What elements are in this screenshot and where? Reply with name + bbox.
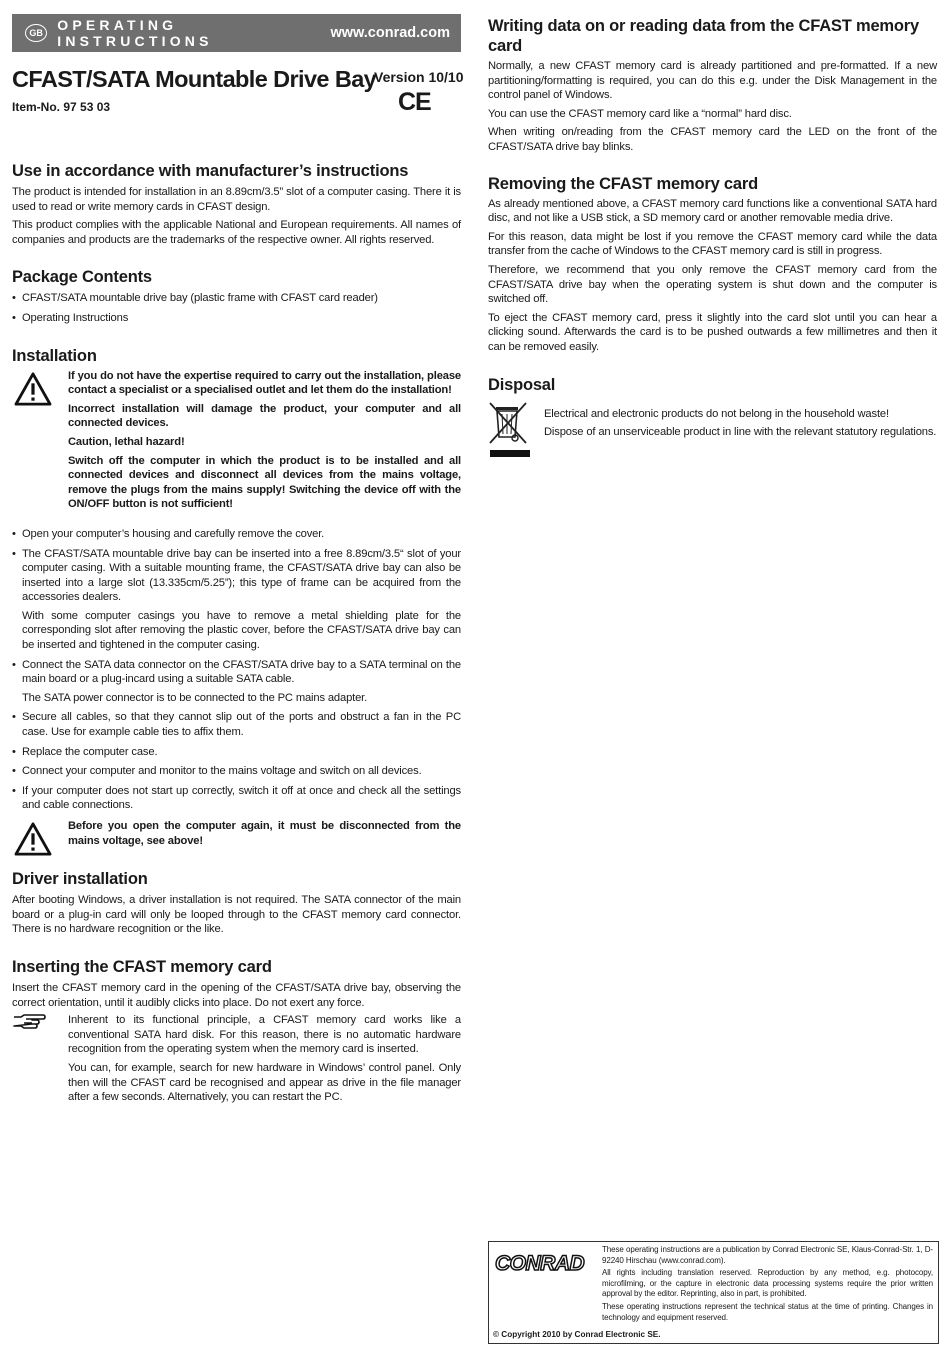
disposal-text: Dispose of an unserviceable product in line with the relevant statutory regulations. [544,426,937,439]
conrad-logo-icon [493,1247,591,1277]
list-item: • Operating Instructions [12,311,461,326]
disposal-text: Electrical and electronic products do not belong in the household waste! [544,407,889,420]
list-item: • Replace the computer case. [12,745,461,760]
use-heading: Use in accordance with manufacturer’s instructions [12,162,409,180]
copyright-text: © Copyright 2010 by Conrad Electronic SE. [493,1330,661,1339]
removing-paragraph: Therefore, we recommend that you only remove the CFAST memory card from the CFAST/SATA drive bay when the operating system is shut down and the computer is switched off. [488,263,937,306]
removing-paragraph: For this reason, data might be lost if you remove the CFAST memory card while the data transfer from the cache of Windows to the CFAST memory card is still in progress. [488,230,937,258]
header-title: OPERATING INSTRUCTIONS [57,17,213,49]
warning-text: Incorrect installation will damage the product, your computer and all connected devices. [68,402,461,430]
list-item: • Connect the SATA data connector on the CFAST/SATA drive bay to a SATA terminal on the main board or a plug-incard using a suitable SATA cable. [12,658,461,687]
warning-text: If you do not have the expertise required to carry out the installation, please contact a specialist or a specialised outlet and let them do the installation! [68,369,461,397]
crossed-bin-icon [488,401,532,461]
package-heading: Package Contents [12,268,152,287]
footer-text [602,1245,933,1323]
publisher-footer [488,1241,939,1344]
disposal-block [488,401,937,440]
installation-steps [12,527,461,813]
footer-paragraph: All rights including translation reserved. Reproduction by any method, e.g. photocopy, microfilming, or the capture in electronic data processing systems require the prior written approval by the editor. Reprinting, also in part, is prohibited. [602,1268,933,1299]
item-number: Item-No. 97 53 03 [12,100,111,114]
left-column [12,161,461,1105]
footer-paragraph: These operating instructions represent the technical status at the time of printing. Changes in technology and equipment reserved. [602,1301,933,1322]
list-item: • The CFAST/SATA mountable drive bay can be inserted into a free 8.89cm/3.5“ slot of your computer casing. With a suitable mounting frame, the CFAST/SATA drive bay can also be inserted into a large slot (13.335cm/5.25”); this type of frame can be acquired from the accessories dealers. [12,547,461,605]
driver-heading: Driver installation [12,870,148,889]
warning-triangle-icon [14,822,52,856]
logo-text: CONRAD [495,1252,585,1275]
writing-paragraph: When writing on/reading from the CFAST memory card the LED on the front of the CFAST/SATA drive bay blinks. [488,126,937,153]
inserting-paragraph: Insert the CFAST memory card in the opening of the CFAST/SATA drive bay, observing the correct orientation, until it audibly clicks into place. Do not exert any force. [12,981,461,1009]
removing-paragraph: As already mentioned above, a CFAST memory card functions like a conventional SATA hard disc, and not like a USB stick, a SD memory card or another removable media drive. [488,197,937,225]
ce-mark-icon: CE [398,88,431,116]
header-bar [12,14,461,52]
warning-text: Caution, lethal hazard! [68,435,185,448]
note-text: You can, for example, search for new hardware in Windows’ control panel. Only then will the CFAST card be recognised and appear as drive in the file manager after a few seconds. Alternatively, you can restart the PC. [68,1061,461,1104]
inserting-heading: Inserting the CFAST memory card [12,957,272,976]
header-url: www.conrad.com [330,25,450,41]
installation-warning [12,369,461,512]
writing-heading: Writing data on or reading data from the CFAST memory card [488,17,919,55]
version-label: Version 10/10 [374,69,464,85]
writing-paragraph: Normally, a new CFAST memory card is already partitioned and pre-formatted. If a new partitioning/formatting is required, you can do this e.g. under the Disk Management in the control panel of Windows. [488,60,937,102]
footer-paragraph: These operating instructions are a publication by Conrad Electronic SE, Klaus-Conrad-Str. 1, D-92240 Hirschau (www.conrad.com). [602,1245,933,1265]
pointing-hand-icon [12,1013,46,1031]
list-item: • Open your computer’s housing and carefully remove the cover. [12,527,461,542]
driver-paragraph: After booting Windows, a driver installation is not required. The SATA connector of the main board or a plug-in card will only be looped through to the CFAST memory card connector. There is no hardware recognition or the like. [12,894,461,936]
warning-triangle-icon [14,372,52,406]
step-note: With some computer casings you have to remove a metal shielding plate for the corresponding slot after removing the plastic cover, before the CFAST/SATA drive bay can be inserted and tightened in the computer casing. [22,609,461,652]
disposal-heading: Disposal [488,375,556,394]
warning-text: Before you open the computer again, it must be disconnected from the mains voltage, see above! [68,820,461,847]
reopen-warning [12,819,461,848]
list-item: • Connect your computer and monitor to the mains voltage and switch on all devices. [12,764,461,779]
note-text: Inherent to its functional principle, a CFAST memory card works like a conventional SATA hard disk. For this reason, there is no automatic hardware recognition from the operating system when the memory card is inserted. [68,1014,461,1056]
right-column [488,16,937,440]
inserting-note [12,1013,461,1105]
writing-paragraph: You can use the CFAST memory card like a “normal” hard disc. [488,107,792,120]
list-item: • If your computer does not start up correctly, switch it off at once and check all the settings and cable connections. [12,784,461,813]
use-paragraph: This product complies with the applicable National and European requirements. All names of companies and products are the trademarks of the respective owner. All rights reserved. [12,219,461,246]
removing-heading: Removing the CFAST memory card [488,174,758,193]
installation-heading: Installation [12,346,97,365]
list-item: • CFAST/SATA mountable drive bay (plastic frame with CFAST card reader) [12,291,461,306]
removing-paragraph: To eject the CFAST memory card, press it slightly into the card slot until you can hear a clicking sound. Afterwards the card is to be pushed outwards a few millimetres and then it can be removed easily. [488,311,937,353]
product-title: CFAST/SATA Mountable Drive Bay [12,66,377,92]
use-paragraph: The product is intended for installation in an 8.89cm/3.5” slot of a computer casing. There it is used to read or write memory cards in CFAST design. [12,186,461,213]
package-list [12,291,461,325]
list-item: • Secure all cables, so that they cannot slip out of the ports and obstruct a fan in the PC case. Use for example cable ties to affix them. [12,710,461,739]
warning-text: Switch off the computer in which the product is to be installed and all connected devices and disconnect all devices from the mains voltage, remove the plugs from the mains supply! Switching the device off with the ON/OFF button is not sufficient! [68,454,461,511]
step-note: The SATA power connector is to be connected to the PC mains adapter. [22,691,368,704]
country-badge: GB [25,24,47,42]
